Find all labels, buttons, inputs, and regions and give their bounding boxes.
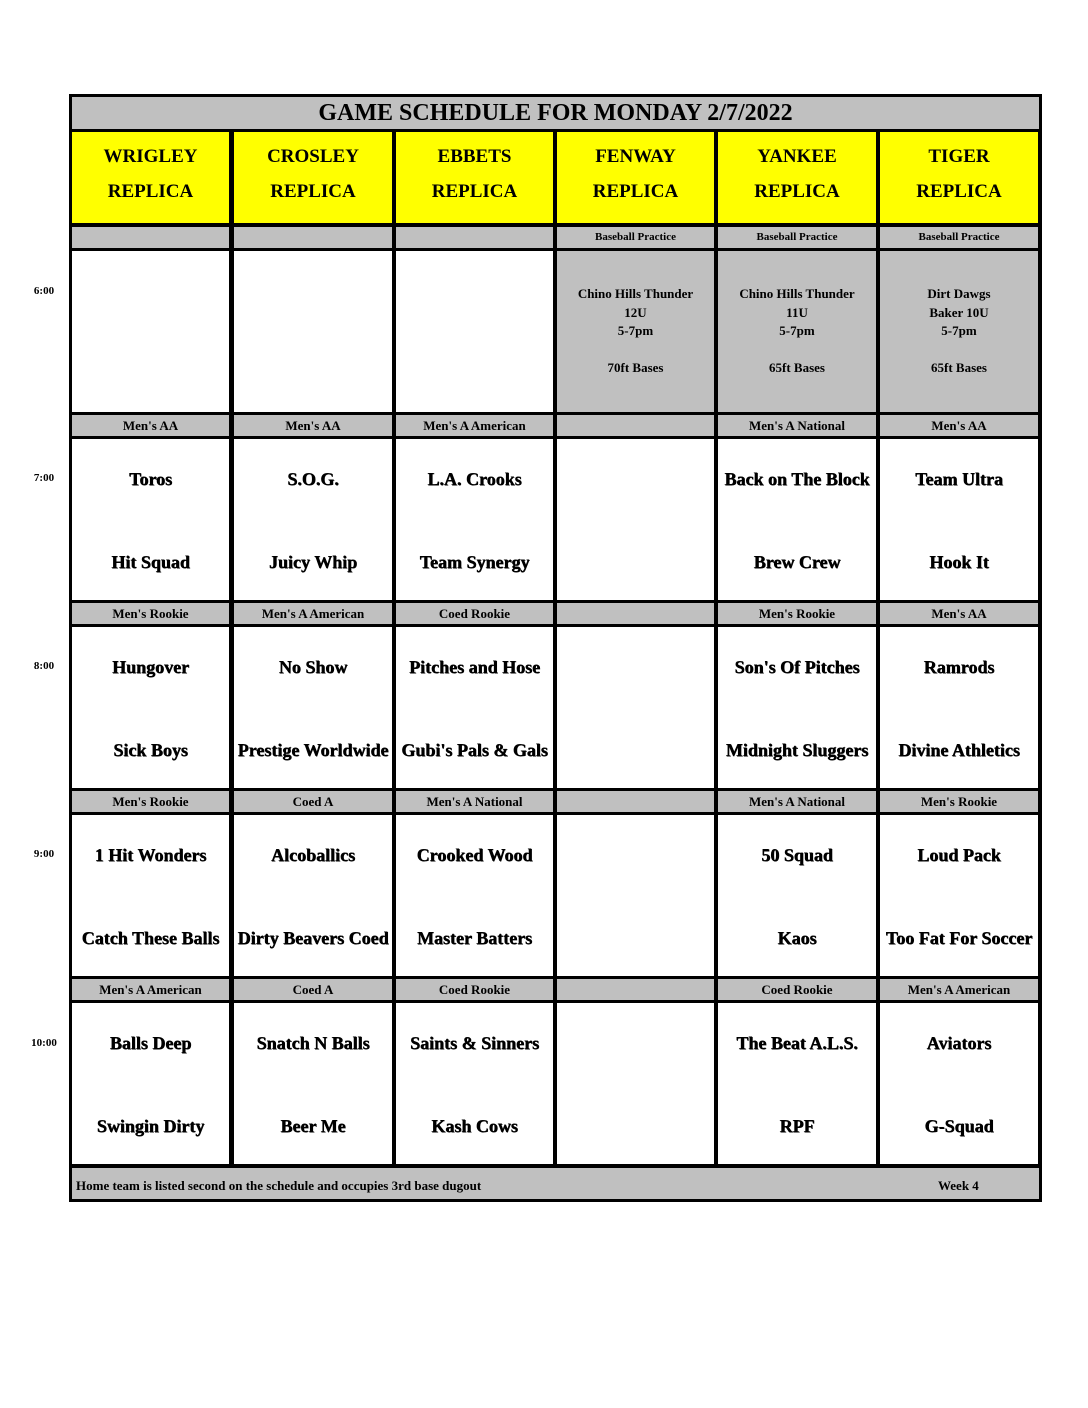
league-label: Men's AA [234, 415, 392, 436]
away-team: Balls Deep [109, 1033, 192, 1054]
practice-line: 5-7pm [779, 323, 815, 339]
home-team: Hook It [929, 552, 989, 573]
league-label [557, 791, 714, 812]
field-header [72, 132, 229, 223]
game-slot [72, 439, 229, 600]
game-slot [72, 1003, 229, 1164]
game-slot [72, 627, 229, 788]
home-team: Divine Athletics [898, 740, 1020, 761]
away-team: The Beat A.L.S. [736, 1033, 858, 1054]
game-slot [718, 439, 876, 600]
away-team: Son's Of Pitches [734, 657, 860, 678]
away-team: Team Ultra [915, 469, 1003, 490]
practice-slot [72, 251, 229, 412]
away-team: S.O.G. [287, 469, 339, 490]
game-slot [396, 627, 553, 788]
practice-line: Chino Hills Thunder [739, 286, 855, 302]
league-label: Coed Rookie [718, 979, 876, 1000]
field-name: YANKEE [757, 146, 837, 168]
league-label [557, 415, 714, 436]
schedule-table [69, 94, 1042, 1202]
home-team: Prestige Worldwide [237, 740, 389, 761]
practice-line: Baker 10U [929, 304, 989, 320]
away-team: Toros [128, 469, 173, 490]
practice-label: Baseball Practice [880, 227, 1038, 248]
field-header [718, 132, 876, 223]
game-slot [557, 439, 714, 600]
time-label: 9:00 [33, 848, 55, 860]
game-slot [718, 815, 876, 976]
practice-line: 65ft Bases [931, 360, 987, 376]
away-team [557, 447, 714, 513]
practice-label [396, 227, 553, 248]
game-slot [396, 439, 553, 600]
home-team: Catch These Balls [81, 928, 220, 949]
away-team: 1 Hit Wonders [94, 845, 207, 866]
away-team [557, 635, 714, 701]
home-team: G-Squad [924, 1116, 994, 1137]
field-subtitle: REPLICA [107, 180, 194, 202]
away-team: Alcoballics [271, 845, 355, 866]
home-team: Brew Crew [753, 552, 841, 573]
field-subtitle: REPLICA [431, 180, 518, 202]
home-team: Kaos [777, 928, 817, 949]
home-team: Beer Me [280, 1116, 346, 1137]
league-label: Men's Rookie [718, 603, 876, 624]
field-header [396, 132, 553, 223]
away-team: Ramrods [923, 657, 995, 678]
footer-week: Week 4 [938, 1178, 979, 1193]
field-header [880, 132, 1038, 223]
practice-label: Baseball Practice [557, 227, 714, 248]
field-subtitle: REPLICA [270, 180, 356, 202]
game-slot [718, 627, 876, 788]
game-slot [234, 1003, 392, 1164]
home-team: Juicy Whip [268, 552, 358, 573]
game-slot [557, 1003, 714, 1164]
field-name: EBBETS [437, 146, 512, 168]
practice-label [72, 227, 229, 248]
away-team [557, 823, 714, 889]
home-team: Gubi's Pals & Gals [401, 740, 548, 761]
league-label: Men's Rookie [880, 791, 1038, 812]
home-team: Master Batters [416, 928, 533, 949]
game-slot [234, 815, 392, 976]
league-label: Men's A National [718, 415, 876, 436]
practice-slot [557, 251, 714, 412]
practice-label: Baseball Practice [718, 227, 876, 248]
practice-slot [396, 251, 553, 412]
home-team [557, 1091, 714, 1163]
league-label: Coed Rookie [396, 979, 553, 1000]
home-team: Dirty Beavers Coed [237, 928, 389, 949]
game-slot [234, 439, 392, 600]
away-team: Crooked Wood [416, 845, 533, 866]
game-slot [557, 815, 714, 976]
schedule-footer [72, 1168, 1039, 1199]
game-slot [718, 1003, 876, 1164]
practice-line: 12U [624, 304, 647, 320]
away-team: Snatch N Balls [256, 1033, 370, 1054]
game-slot [234, 627, 392, 788]
time-label: 7:00 [33, 472, 55, 484]
home-team: RPF [779, 1116, 815, 1137]
game-slot [72, 815, 229, 976]
league-label: Men's AA [880, 603, 1038, 624]
game-slot [880, 1003, 1038, 1164]
league-label: Men's A American [880, 979, 1038, 1000]
home-team: Swingin Dirty [96, 1116, 205, 1137]
practice-line: 5-7pm [617, 323, 654, 339]
league-label: Men's A American [72, 979, 229, 1000]
game-slot [557, 627, 714, 788]
time-label: 10:00 [31, 1037, 57, 1049]
away-team: Pitches and Hose [408, 657, 540, 678]
away-team: 50 Squad [761, 845, 833, 866]
field-header [557, 132, 714, 223]
away-team: No Show [278, 657, 348, 678]
home-team [557, 527, 714, 599]
practice-line: 70ft Bases [607, 360, 664, 376]
practice-slot [234, 251, 392, 412]
field-name: TIGER [928, 146, 990, 168]
league-label: Men's AA [72, 415, 229, 436]
away-team: Hungover [111, 657, 189, 678]
practice-line: 11U [786, 304, 808, 320]
practice-line: Chino Hills Thunder [577, 286, 694, 302]
game-slot [396, 1003, 553, 1164]
game-slot [396, 815, 553, 976]
away-team: Aviators [926, 1033, 992, 1054]
practice-slot [880, 251, 1038, 412]
away-team: Back on The Block [724, 469, 870, 490]
practice-label [234, 227, 392, 248]
league-label: Coed A [234, 791, 392, 812]
league-label: Men's A American [234, 603, 392, 624]
away-team: L.A. Crooks [427, 469, 522, 490]
field-name: CROSLEY [267, 146, 359, 168]
footer-note: Home team is listed second on the schedule and occupies 3rd base dugout [76, 1178, 482, 1193]
league-label: Men's A National [396, 791, 553, 812]
practice-line: Dirt Dawgs [927, 286, 991, 302]
league-label: Coed A [234, 979, 392, 1000]
home-team [557, 903, 714, 975]
league-label: Men's AA [880, 415, 1038, 436]
field-header [234, 132, 392, 223]
home-team [557, 715, 714, 787]
league-label: Coed Rookie [396, 603, 553, 624]
time-label: 6:00 [33, 285, 55, 297]
away-team: Saints & Sinners [409, 1033, 540, 1054]
home-team: Too Fat For Soccer [885, 928, 1033, 949]
away-team [557, 1011, 714, 1077]
league-label: Men's Rookie [72, 791, 229, 812]
home-team: Team Synergy [419, 552, 530, 573]
away-team: Loud Pack [917, 845, 1001, 866]
time-label: 8:00 [33, 660, 55, 672]
schedule-title: GAME SCHEDULE FOR MONDAY 2/7/2022 [72, 97, 1039, 129]
league-label: Men's A National [718, 791, 876, 812]
home-team: Midnight Sluggers [725, 740, 869, 761]
field-name: FENWAY [595, 146, 676, 168]
home-team: Kash Cows [431, 1116, 518, 1137]
home-team: Sick Boys [113, 740, 188, 761]
field-subtitle: REPLICA [916, 180, 1002, 202]
field-subtitle: REPLICA [754, 180, 840, 202]
practice-line: 65ft Bases [769, 360, 825, 376]
game-slot [880, 627, 1038, 788]
practice-line: 5-7pm [941, 323, 977, 339]
home-team: Hit Squad [111, 552, 190, 573]
practice-slot [718, 251, 876, 412]
league-label: Men's Rookie [72, 603, 229, 624]
field-name: WRIGLEY [103, 146, 198, 168]
game-slot [880, 815, 1038, 976]
league-label [557, 603, 714, 624]
league-label [557, 979, 714, 1000]
league-label: Men's A American [396, 415, 553, 436]
game-slot [880, 439, 1038, 600]
field-subtitle: REPLICA [592, 180, 679, 202]
